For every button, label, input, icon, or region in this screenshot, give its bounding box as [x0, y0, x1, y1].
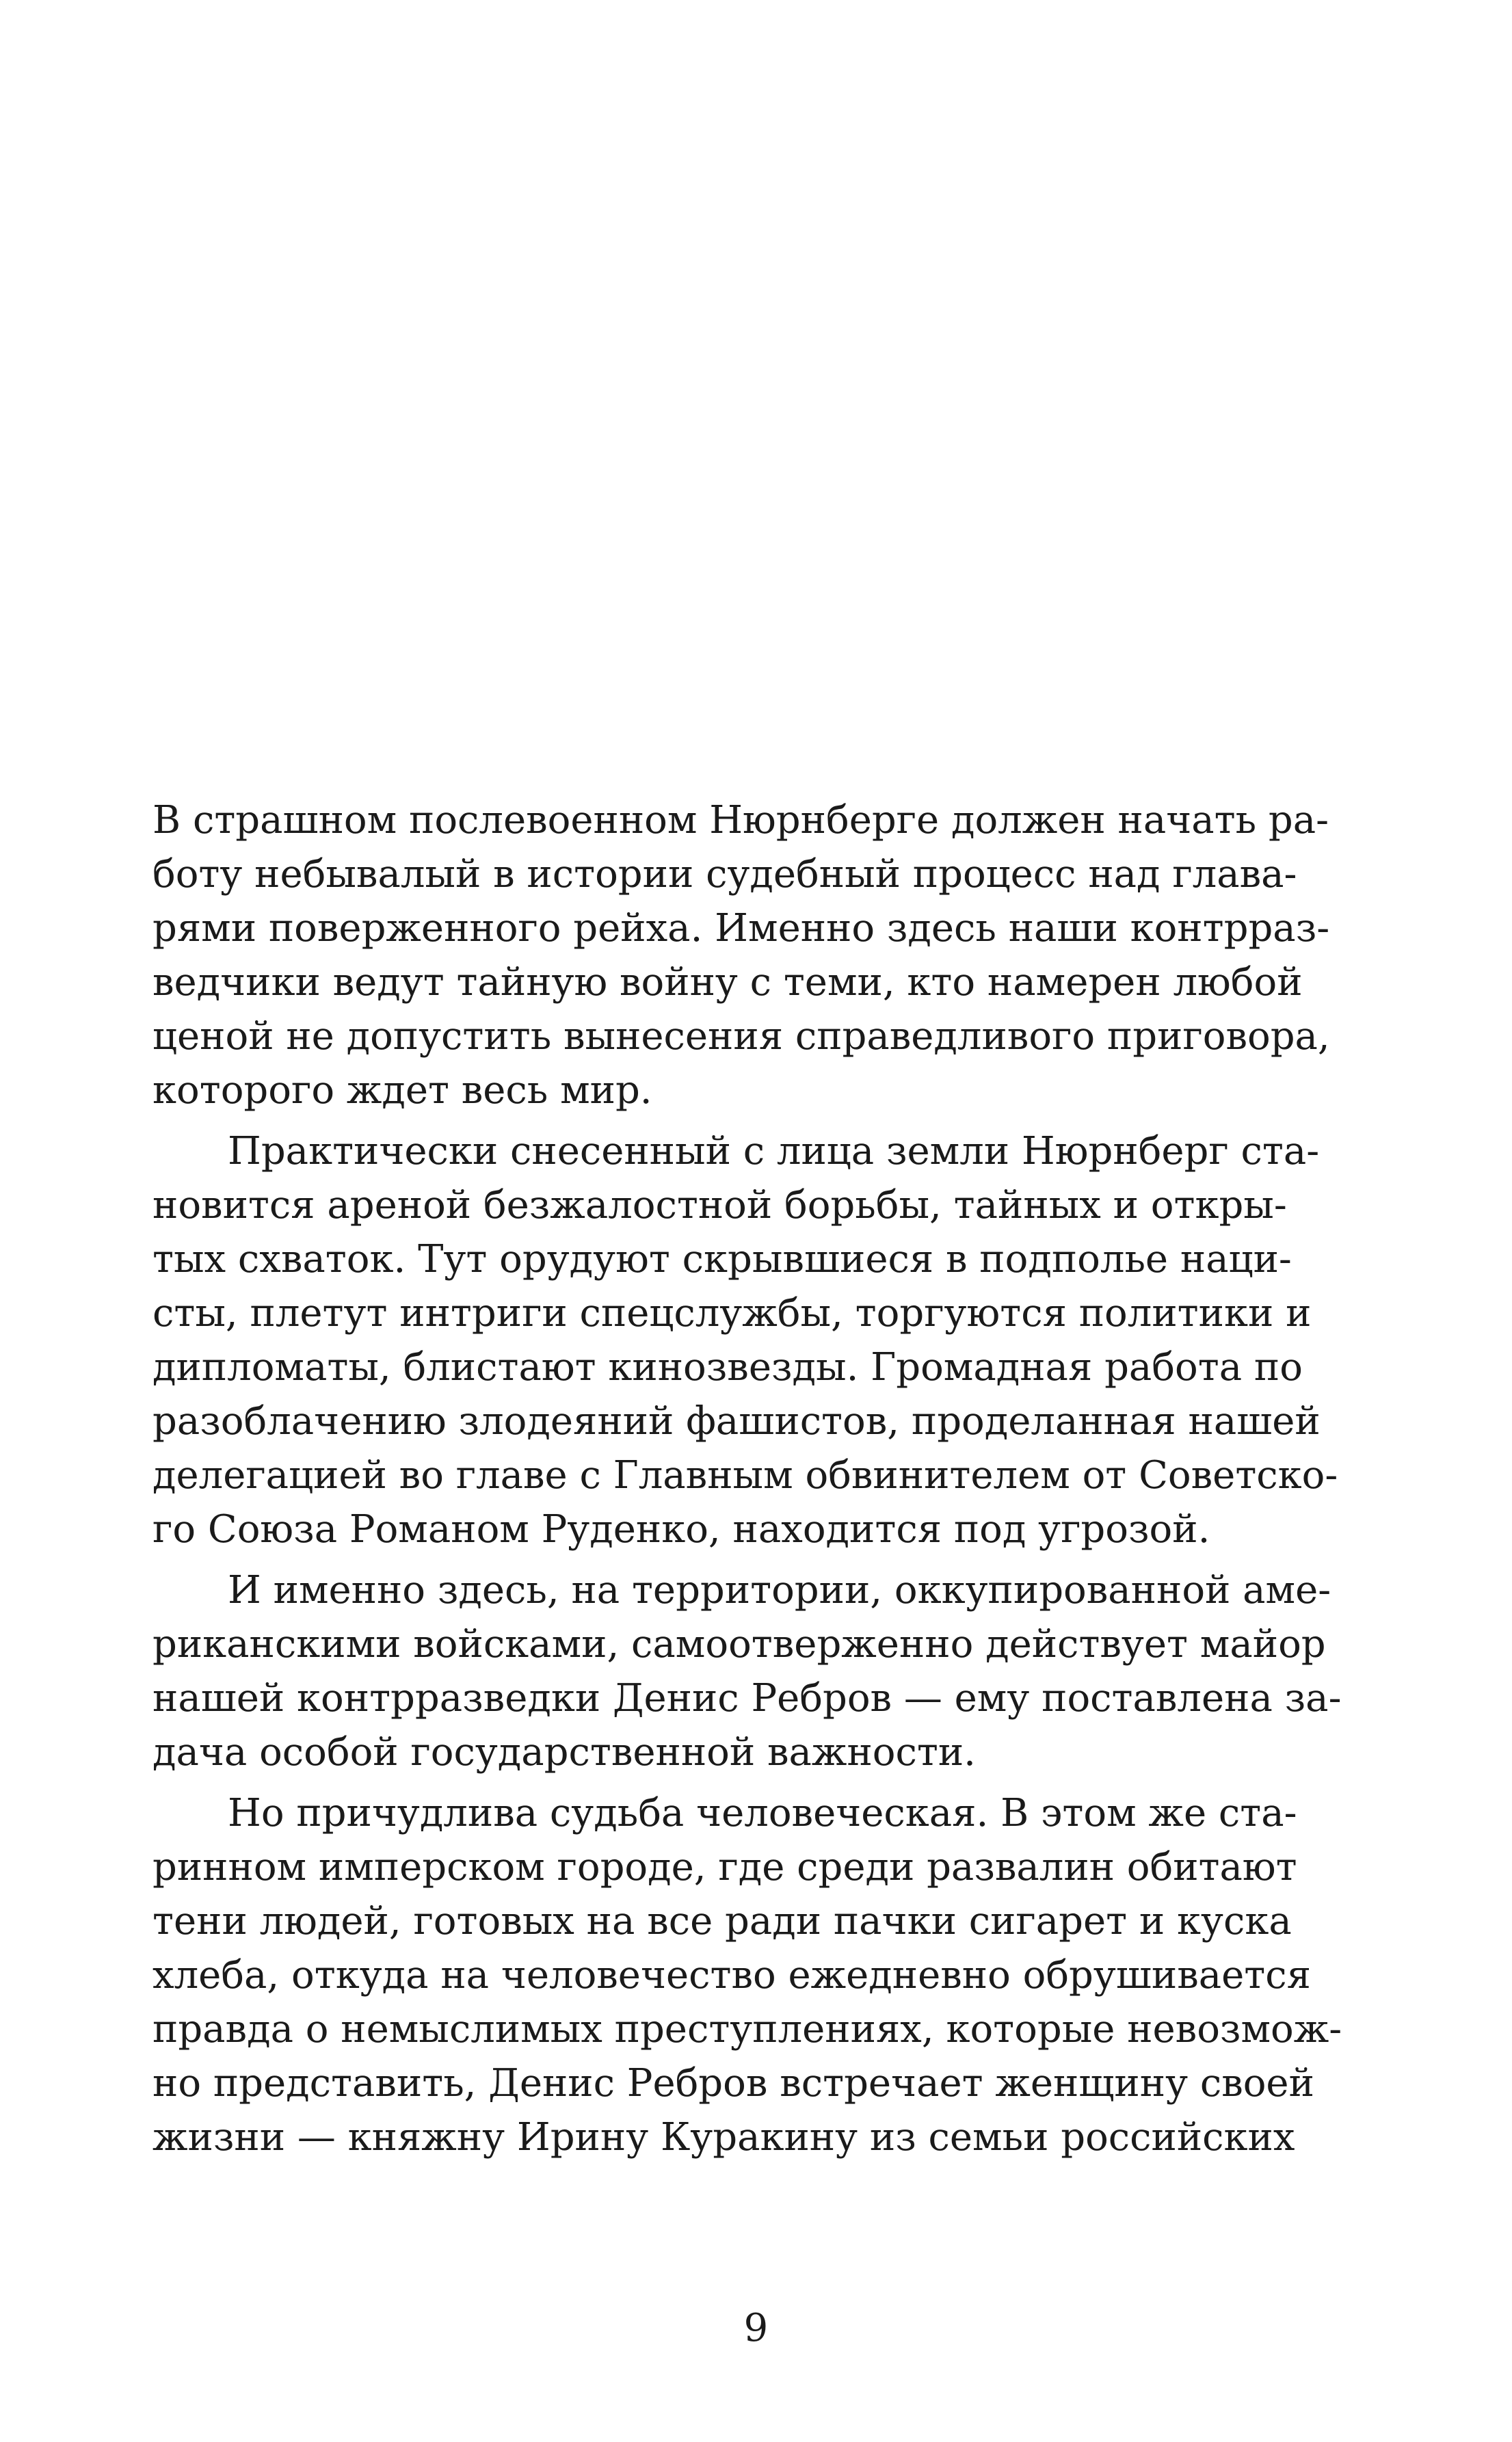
text-line: Практически снесенный с лица земли Нюрнберг ста- — [228, 1129, 1320, 1173]
text-line: жизни — княжну Ирину Куракину из семьи российских — [152, 2115, 1295, 2160]
text-line: боту небывалый в истории судебный процесс над глава- — [152, 852, 1297, 897]
text-line: ценой не допустить вынесения справедливого приговора, — [152, 1014, 1330, 1059]
text-line: риканскими войсками, самоотверженно действует майор — [152, 1622, 1326, 1667]
paragraph-3 — [152, 1563, 1342, 1779]
text-line: делегацией во главе с Главным обвинителем от Советско- — [152, 1453, 1338, 1498]
text-line: Но причудлива судьба человеческая. В этом же ста- — [228, 1791, 1297, 1835]
text-line: которого ждет весь мир. — [152, 1068, 652, 1113]
paragraph-1 — [152, 793, 1330, 1117]
paragraph-4 — [152, 1786, 1342, 2164]
text-line: тени людей, готовых на все ради пачки сигарет и куска — [152, 1899, 1292, 1943]
text-line: рями поверженного рейха. Именно здесь наши контрраз- — [152, 906, 1330, 951]
text-line: разоблачению злодеяний фашистов, проделанная нашей — [152, 1399, 1321, 1444]
text-line: И именно здесь, на территории, оккупированной аме- — [228, 1568, 1331, 1612]
text-line: го Союза Романом Руденко, находится под угрозой. — [152, 1507, 1210, 1552]
page-number: 9 — [743, 2306, 769, 2350]
text-line: тых схваток. Тут орудуют скрывшиеся в подполье наци- — [152, 1237, 1292, 1282]
paragraph-2 — [152, 1124, 1338, 1556]
text-line: дача особой государственной важности. — [152, 1730, 976, 1775]
page-body — [152, 793, 1342, 2164]
text-line: но представить, Денис Ребров встречает женщину своей — [152, 2061, 1314, 2106]
text-line: правда о немыслимых преступлениях, которые невозмож- — [152, 2007, 1342, 2052]
text-line: дипломаты, блистают кинозвезды. Громадная работа по — [152, 1345, 1303, 1390]
text-line: сты, плетут интриги спецслужбы, торгуются политики и — [152, 1291, 1312, 1336]
text-line: новится ареной безжалостной борьбы, тайных и откры- — [152, 1183, 1287, 1227]
text-line: нашей контрразведки Денис Ребров — ему поставлена за- — [152, 1676, 1342, 1721]
text-line: ринном имперском городе, где среди развалин обитают — [152, 1845, 1297, 1889]
text-line: хлеба, откуда на человечество ежедневно обрушивается — [152, 1953, 1311, 1998]
text-line: В страшном послевоенном Нюрнберге должен начать ра- — [152, 798, 1329, 842]
text-line: ведчики ведут тайную войну с теми, кто намерен любой — [152, 960, 1303, 1005]
